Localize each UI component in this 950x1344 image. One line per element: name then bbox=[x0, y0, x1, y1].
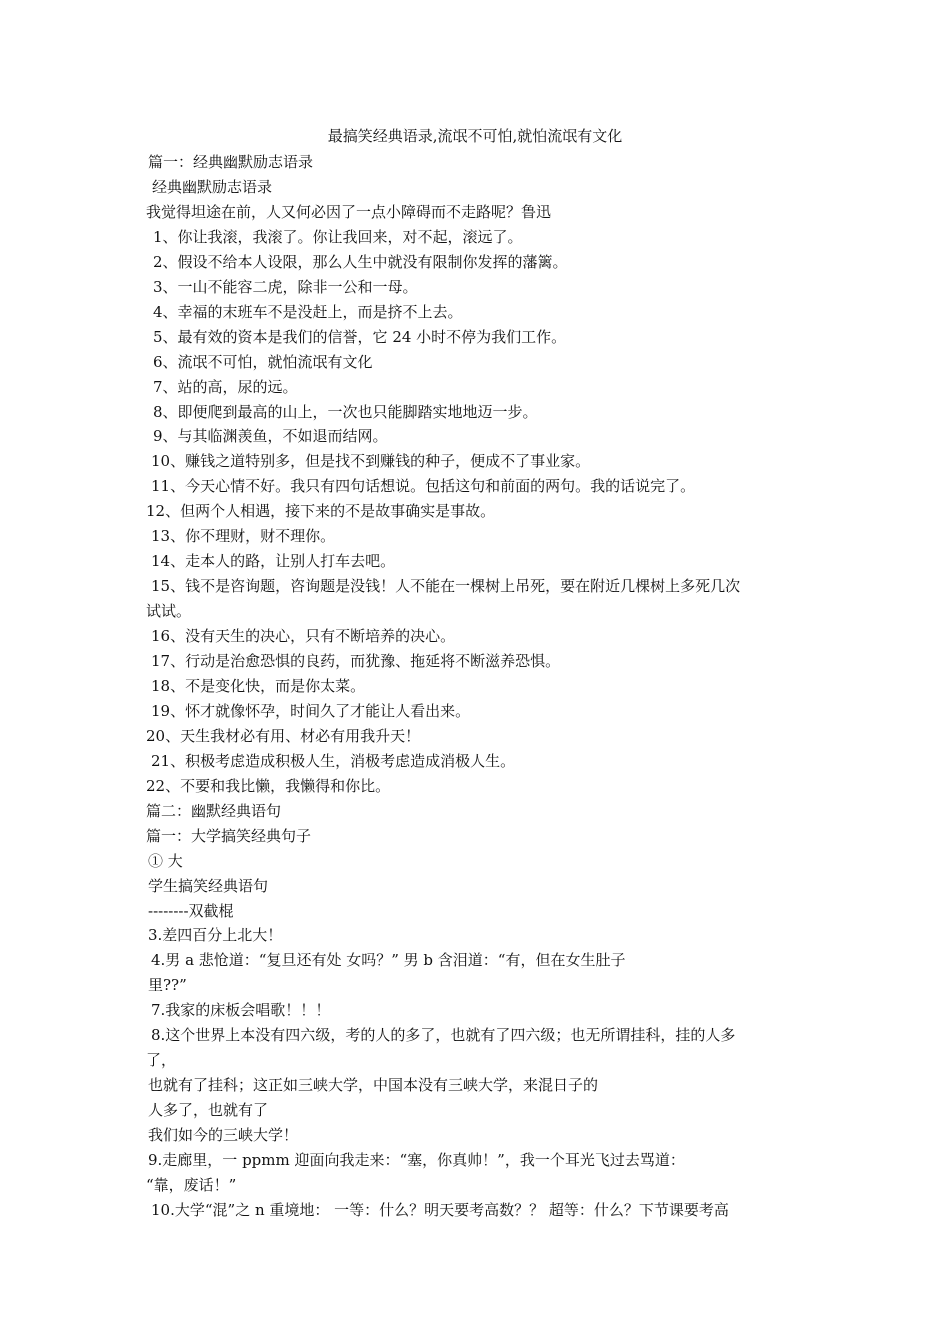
text-line: 17、行动是治愈恐惧的良药，而犹豫、拖延将不断滋养恐惧。 bbox=[151, 652, 561, 670]
text-line: 1、你让我滚，我滚了。你让我回来，对不起，滚远了。 bbox=[153, 228, 523, 246]
text-line: 20、天生我材必有用、材必有用我升天！ bbox=[146, 727, 421, 745]
text-line: 了， bbox=[146, 1051, 177, 1069]
text-line: 14、走本人的路，让别人打车去吧。 bbox=[151, 552, 396, 570]
text-line: 15、钱不是咨询题，咨询题是没钱！人不能在一棵树上吊死，要在附近几棵树上多死几次 bbox=[151, 577, 741, 595]
text-line: 19、怀才就像怀孕，时间久了才能让人看出来。 bbox=[151, 702, 471, 720]
text-line: 7、站的高，尿的远。 bbox=[153, 378, 298, 396]
text-line: --------双截棍 bbox=[148, 902, 234, 920]
text-line: 8、即便爬到最高的山上，一次也只能脚踏实地地迈一步。 bbox=[153, 403, 538, 421]
text-line: 21、积极考虑造成积极人生，消极考虑造成消极人生。 bbox=[151, 752, 516, 770]
text-line: 6、流氓不可怕，就怕流氓有文化 bbox=[153, 353, 373, 371]
text-line: “靠，废话！” bbox=[146, 1176, 237, 1194]
text-line: ① 大 bbox=[148, 852, 183, 870]
text-line: 也就有了挂科；这正如三峡大学，中国本没有三峡大学，来混日子的 bbox=[148, 1076, 599, 1094]
text-line: 16、没有天生的决心，只有不断培养的决心。 bbox=[151, 627, 456, 645]
text-line: 9.走廊里，一 ppmm 迎面向我走来：“塞，你真帅！”，我一个耳光飞过去骂道： bbox=[148, 1151, 685, 1169]
text-line: 3、一山不能容二虎，除非一公和一母。 bbox=[153, 278, 418, 296]
text-line: 10、赚钱之道特别多，但是找不到赚钱的种子，便成不了事业家。 bbox=[151, 452, 591, 470]
document-title: 最搞笑经典语录,流氓不可怕,就怕流氓有文化 bbox=[327, 127, 623, 145]
text-line: 篇二：幽默经典语句 bbox=[146, 802, 282, 820]
text-line: 18、不是变化快，而是你太菜。 bbox=[151, 677, 366, 695]
text-line: 4.男 a 悲怆道：“复旦还有处 女吗？” 男 b 含泪道：“有，但在女生肚子 bbox=[151, 951, 626, 969]
text-line: 3.差四百分上北大！ bbox=[148, 926, 283, 944]
text-line: 9、与其临渊羡鱼，不如退而结网。 bbox=[153, 427, 388, 445]
text-line: 4、幸福的末班车不是没赶上，而是挤不上去。 bbox=[153, 303, 463, 321]
text-line: 2、假设不给本人设限，那么人生中就没有限制你发挥的藩篱。 bbox=[153, 253, 568, 271]
text-line: 学生搞笑经典语句 bbox=[148, 877, 269, 895]
text-line: 里??” bbox=[148, 976, 187, 994]
text-line: 人多了，也就有了 bbox=[148, 1101, 269, 1119]
text-line: 22、不要和我比懒，我懒得和你比。 bbox=[146, 777, 391, 795]
text-line: 10.大学“混”之 n 重境地： 一等：什么？明天要考高数？？ 超等：什么？下节课要考高 bbox=[151, 1201, 729, 1219]
text-line: 7.我家的床板会唱歌！！！ bbox=[151, 1001, 331, 1019]
text-line: 13、你不理财，财不理你。 bbox=[151, 527, 336, 545]
text-line: 经典幽默励志语录 bbox=[152, 178, 273, 196]
text-line: 我们如今的三峡大学！ bbox=[148, 1126, 299, 1144]
text-line: 篇一：大学搞笑经典句子 bbox=[146, 827, 312, 845]
text-line: 11、今天心情不好。我只有四句话想说。包括这句和前面的两句。我的话说完了。 bbox=[151, 477, 696, 495]
text-line: 试试。 bbox=[146, 602, 192, 620]
text-line: 5、最有效的资本是我们的信誉，它 24 小时不停为我们工作。 bbox=[153, 328, 567, 346]
text-line: 12、但两个人相遇，接下来的不是故事确实是事故。 bbox=[146, 502, 496, 520]
text-line: 篇一：经典幽默励志语录 bbox=[148, 153, 314, 171]
text-line: 我觉得坦途在前，人又何必因了一点小障碍而不走路呢？鲁迅 bbox=[146, 203, 552, 221]
text-line: 8.这个世界上本没有四六级，考的人的多了，也就有了四六级；也无所谓挂科，挂的人多 bbox=[151, 1026, 736, 1044]
